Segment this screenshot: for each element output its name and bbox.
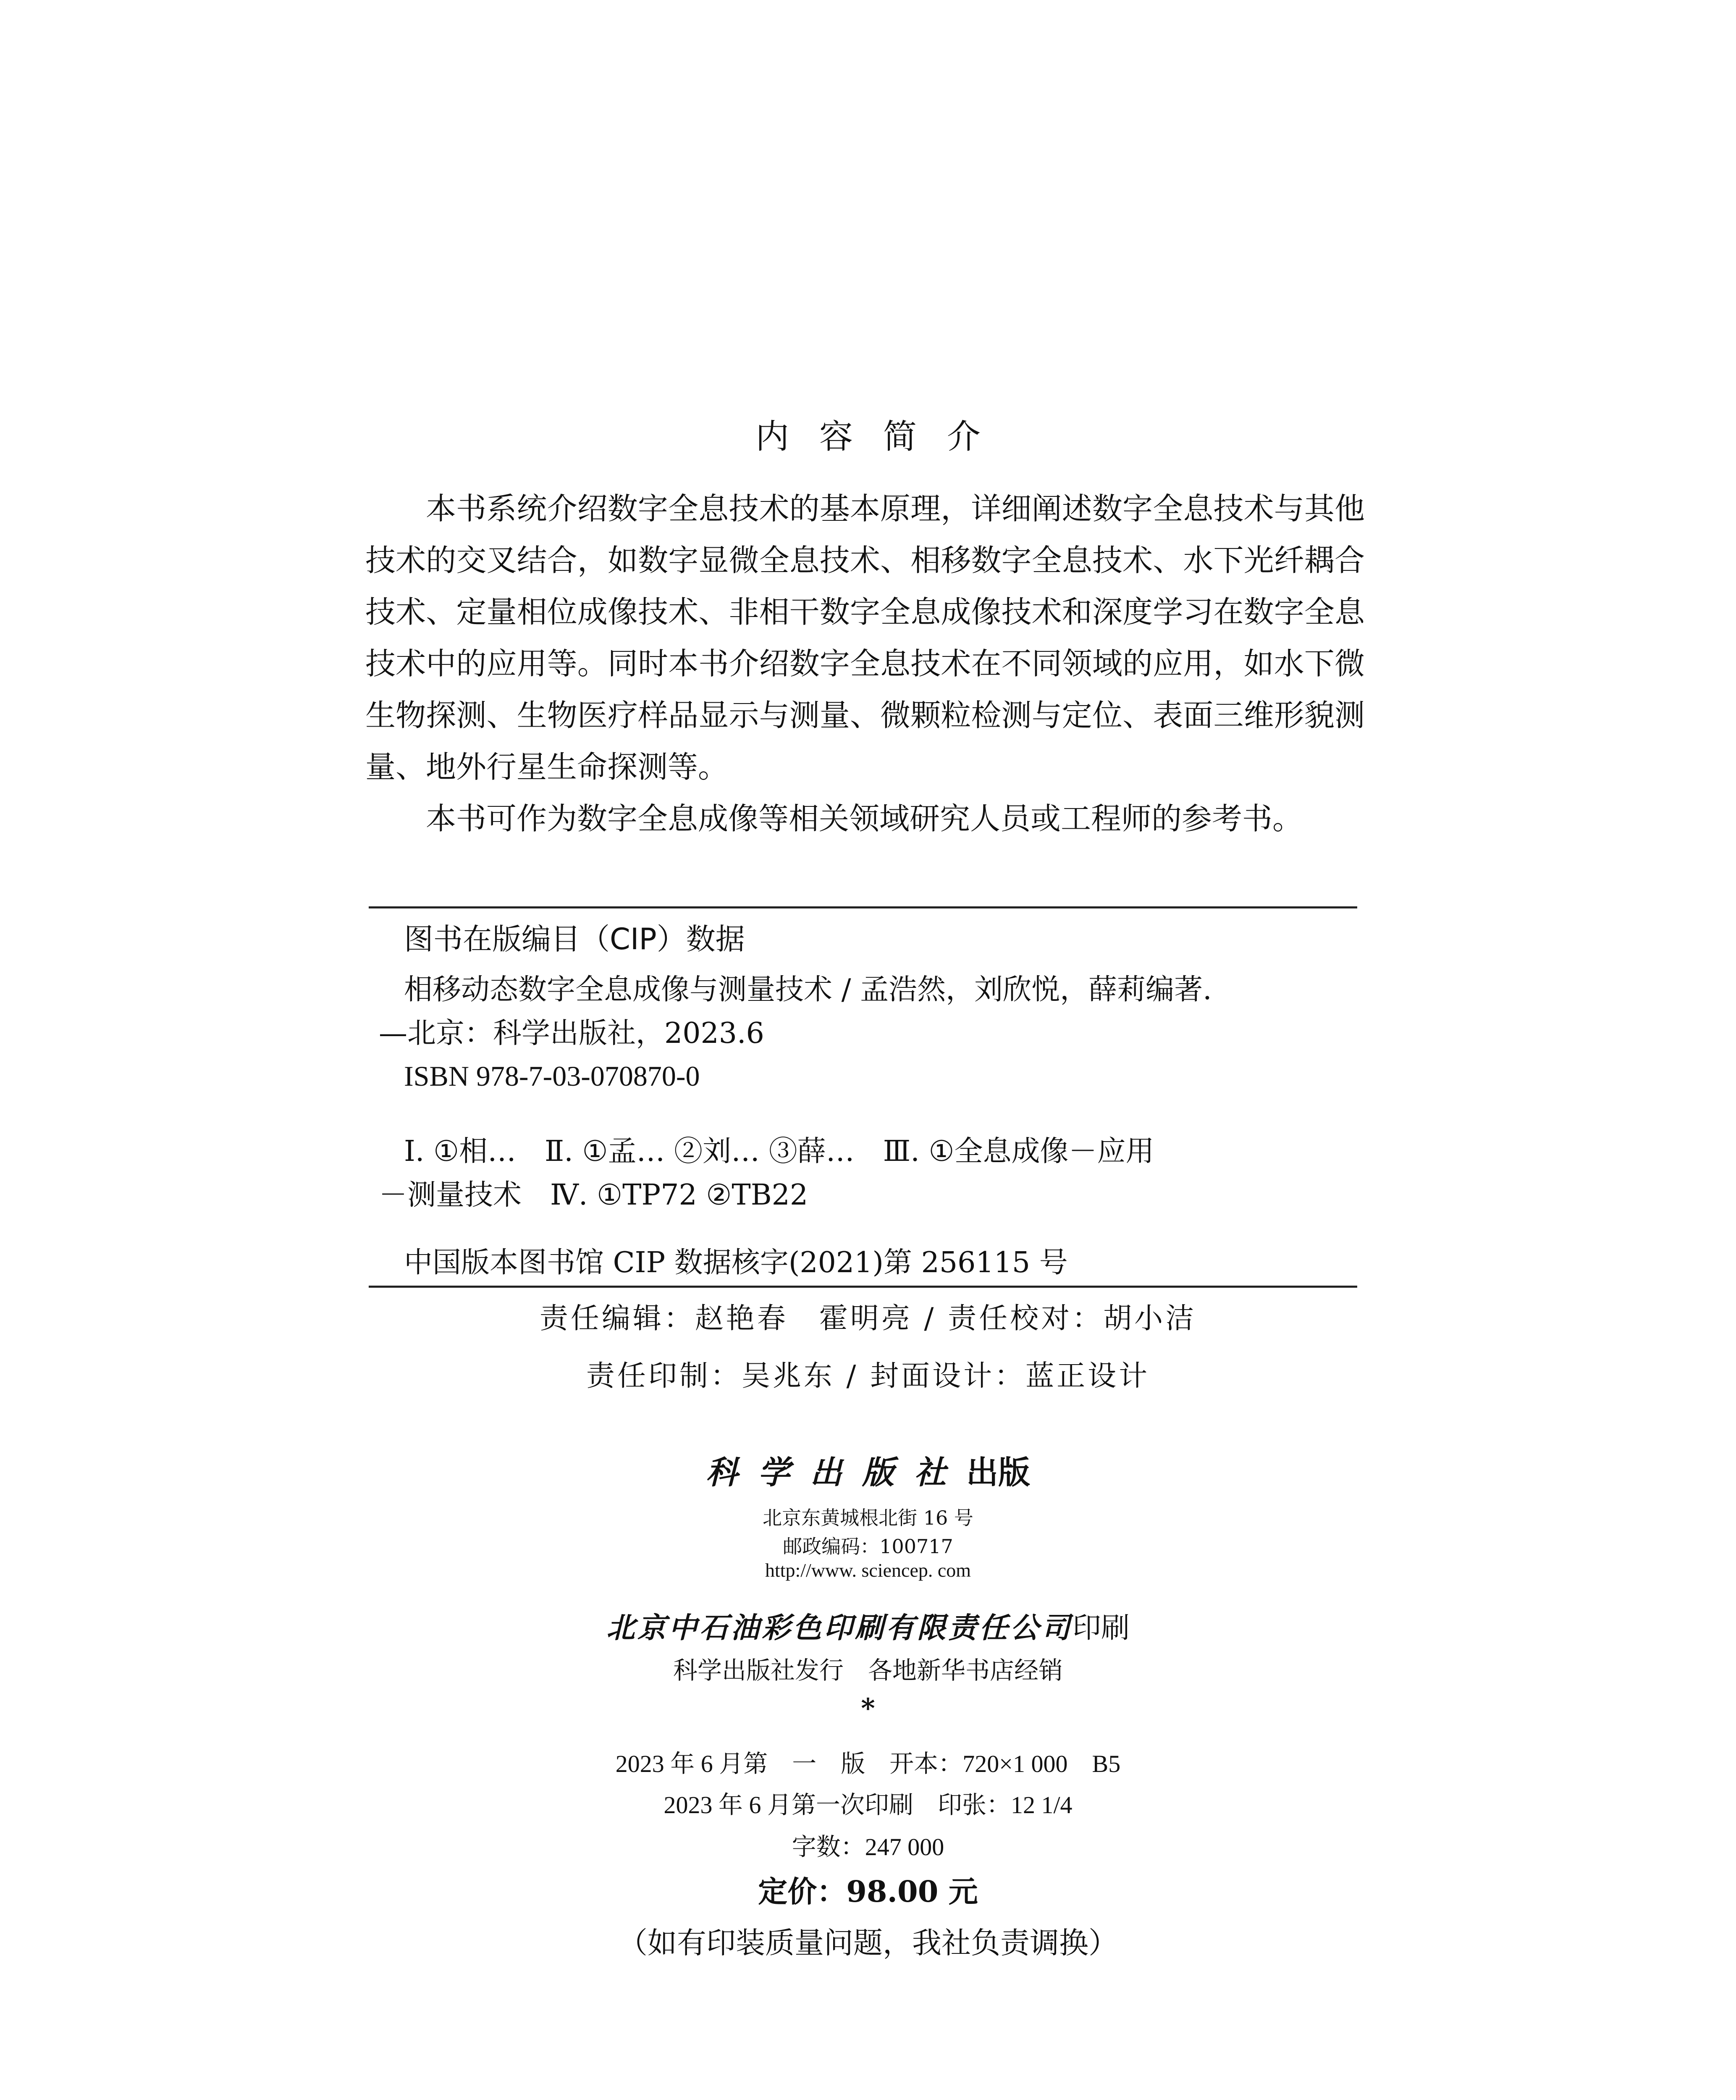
cip-citation-line: 相移动态数字全息成像与测量技术 / 孟浩然，刘欣悦，薛莉编著. [404,973,1212,1006]
summary-paragraph: 本书可作为数字全息成像等相关领域研究人员或工程师的参考书。 [426,801,1303,836]
publisher-address: 北京东黄城根北街 16 号 [763,1507,973,1529]
publisher-postcode: 邮政编码：100717 [783,1535,953,1558]
cip-classification [379,1130,1357,1217]
distribution-line: 科学出版社发行 各地新华书店经销 [673,1656,1063,1685]
publisher-url: http://www. sciencep. com [765,1559,971,1581]
summary-paragraph: 本书系统介绍数字全息技术的基本原理，详细阐述数字全息技术与其他技术的交叉结合，如数字显微全息技术、相移数字全息技术、水下光纤耦合技术、定量相位成像技术、非相干数字全息成像技术和深度学习在数字全息技术中的应用等。同时本书介绍数字全息技术在不同领域的应用，如水下微生物探测、生物医疗样品显示与测量、微颗粒检测与定位、表面三维形貌测量、地外行星生命探测等。 [365,491,1365,785]
publisher-suffix: 出版 [966,1454,1030,1491]
cip-record-number: 中国版本图书馆 CIP 数据核字(2021)第 256115 号 [404,1246,1068,1279]
printing-spec: 2023 年 6 月第一次印刷 印张：12 1/4 [663,1791,1073,1819]
cip-top-rule [369,906,1357,908]
printer-name: 北京中石油彩色印刷有限责任公司 [606,1611,1073,1645]
cip-bottom-rule [369,1286,1357,1288]
publisher-name: 科学出版社 [706,1454,966,1491]
production-line: 责任印制：吴兆东 / 封面设计：蓝正设计 [586,1360,1150,1393]
editors-line: 责任编辑：赵艳春 霍明亮 / 责任校对：胡小洁 [539,1302,1197,1335]
quality-notice: （如有印装质量问题，我社负责调换） [618,1926,1118,1960]
printer-line [0,1605,1736,1646]
summary-title: 内容简介 [755,417,1011,456]
price: 定价：98.00 元 [758,1874,978,1909]
summary-body [365,483,1365,845]
cip-isbn: ISBN 978-7-03-070870-0 [404,1060,700,1092]
publisher-line [0,1447,1736,1493]
cip-citation [379,968,1357,1055]
printer-suffix: 印刷 [1073,1612,1130,1645]
edition-spec: 2023 年 6 月第 一 版 开本：720×1 000 B5 [615,1750,1121,1777]
cip-citation-line: —北京：科学出版社，2023.6 [379,1017,764,1050]
cip-classification-line: Ⅰ. ①相… Ⅱ. ①孟… ②刘… ③薛… Ⅲ. ①全息成像－应用 [404,1135,1154,1168]
word-count: 字数：247 000 [792,1833,944,1861]
cip-classification-line: －测量技术 Ⅳ. ①TP72 ②TB22 [379,1179,808,1212]
separator-asterisk: * [861,1693,875,1724]
cip-heading: 图书在版编目（CIP）数据 [404,922,745,956]
